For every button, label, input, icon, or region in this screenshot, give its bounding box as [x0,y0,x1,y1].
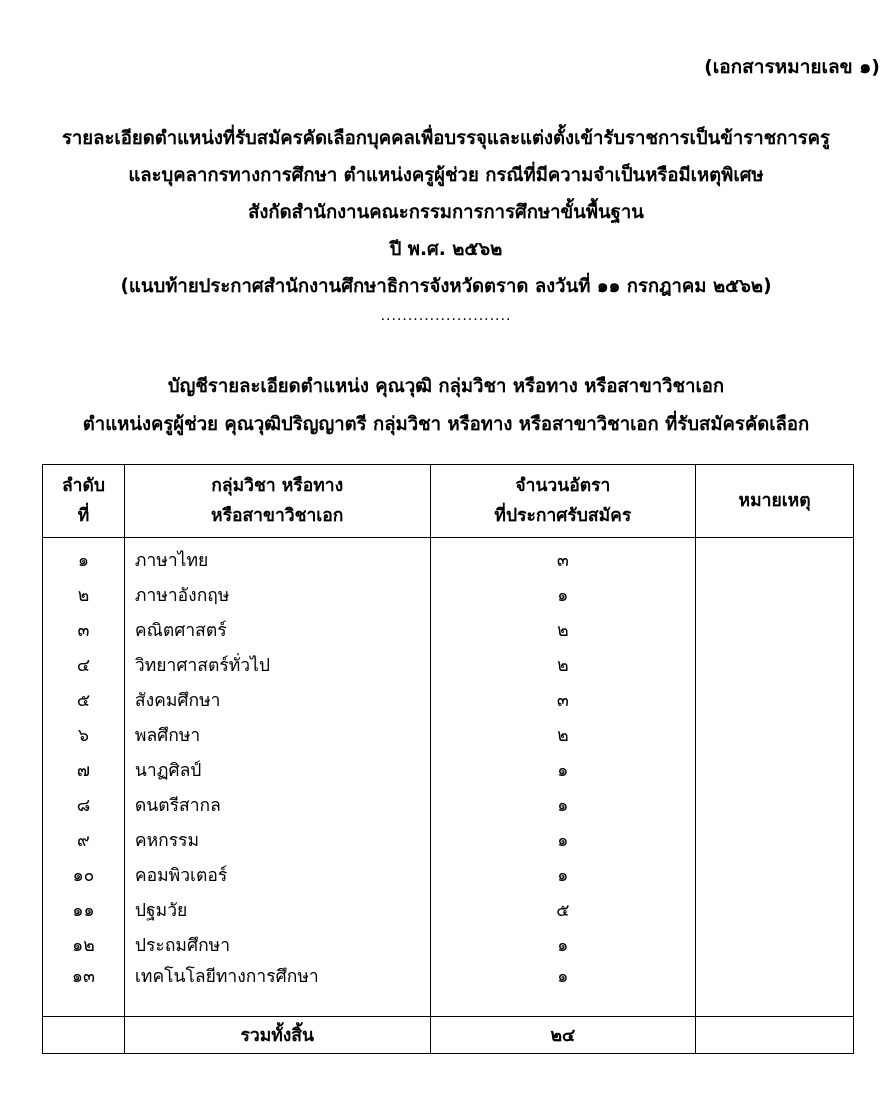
row-number: ๙ [43,822,125,857]
row-number: ๑๑ [43,892,125,927]
header-order-line-2: ที่ [77,506,90,526]
heading-line-5: (แนบท้ายประกาศสำนักงานศึกษาธิการจังหวัดตราด ลงวันที่ ๑๑ กรกฎาคม ๒๕๖๒) [120,276,772,297]
table-row [43,822,854,857]
total-remarks [696,1017,854,1054]
row-remarks [696,717,854,752]
header-order [43,465,125,538]
row-quota: ๒ [430,612,696,647]
row-subject: คอมพิวเตอร์ [124,857,430,892]
row-number: ๑ [43,538,125,578]
row-subject: คหกรรม [124,822,430,857]
row-remarks [696,962,854,1017]
table-header-row [43,465,854,538]
table-row [43,538,854,578]
row-number: ๑๓ [43,962,125,1017]
table-row [43,647,854,682]
row-quota: ๒ [430,647,696,682]
row-remarks [696,538,854,578]
row-quota: ๑ [430,962,696,1017]
header-quota-line-2: ที่ประกาศรับสมัคร [494,506,632,526]
row-remarks [696,892,854,927]
table-total-row [43,1017,854,1054]
table-caption-line-1: บัญชีรายละเอียดตำแหน่ง คุณวุฒิ กลุ่มวิชา หรือทาง หรือสาขาวิชาเอก [167,376,725,397]
row-remarks [696,787,854,822]
total-empty-cell [43,1017,125,1054]
table-row [43,612,854,647]
table-caption-line-2: ตำแหน่งครูผู้ช่วย คุณวุฒิปริญญาตรี กลุ่มวิชา หรือทาง หรือสาขาวิชาเอก ที่รับสมัครคัดเลือก [82,414,810,435]
row-quota: ๑ [430,577,696,612]
header-quota-line-1: จำนวนอัตรา [515,476,611,496]
row-number: ๖ [43,717,125,752]
row-remarks [696,682,854,717]
row-subject: ปฐมวัย [124,892,430,927]
row-remarks [696,927,854,962]
row-remarks [696,857,854,892]
header-subject-line-2: หรือสาขาวิชาเอก [211,506,344,526]
heading-line-3: สังกัดสำนักงานคณะกรรมการการศึกษาขั้นพื้นฐาน [248,202,644,223]
heading-line-4: ปี พ.ศ. ๒๕๖๒ [389,239,503,260]
row-remarks [696,822,854,857]
row-subject: คณิตศาสตร์ [124,612,430,647]
total-label: รวมทั้งสิ้น [124,1017,430,1054]
row-quota: ๑ [430,857,696,892]
header-subject-line-1: กลุ่มวิชา หรือทาง [211,476,344,496]
table-row [43,717,854,752]
table-row [43,787,854,822]
document-reference: (เอกสารหมายเลข ๑) [704,56,880,78]
row-subject: ภาษาอังกฤษ [124,577,430,612]
header-subject [124,465,430,538]
row-quota: ๑ [430,822,696,857]
row-remarks [696,612,854,647]
row-subject: นาฏศิลป์ [124,752,430,787]
row-number: ๔ [43,647,125,682]
row-number: ๑๒ [43,927,125,962]
header-remarks: หมายเหตุ [696,465,854,538]
heading-line-1: รายละเอียดตำแหน่งที่รับสมัครคัดเลือกบุคคลเพื่อบรรจุและแต่งตั้งเข้ารับราชการเป็นข้าราชการครู [61,128,830,149]
row-subject: เทคโนโลยีทางการศึกษา [124,962,430,1017]
total-value: ๒๔ [430,1017,696,1054]
row-remarks [696,752,854,787]
row-quota: ๓ [430,682,696,717]
table-row [43,682,854,717]
row-remarks [696,647,854,682]
header-quota [430,465,696,538]
table-row [43,752,854,787]
heading-line-2: และบุคลากรทางการศึกษา ตำแหน่งครูผู้ช่วย กรณีที่มีความจำเป็นหรือมีเหตุพิเศษ [128,165,764,186]
row-number: ๓ [43,612,125,647]
row-subject: พลศึกษา [124,717,430,752]
header-order-line-1: ลำดับ [61,476,105,496]
row-quota: ๑ [430,752,696,787]
separator-dots: ........................ [380,308,512,324]
table-row [43,927,854,962]
document-heading [0,120,892,305]
table-caption [0,368,892,444]
row-subject: ประถมศึกษา [124,927,430,962]
row-subject: สังคมศึกษา [124,682,430,717]
positions-table [42,464,854,1054]
row-quota: ๑ [430,927,696,962]
table-row [43,962,854,1017]
row-quota: ๕ [430,892,696,927]
row-quota: ๓ [430,538,696,578]
row-number: ๕ [43,682,125,717]
row-number: ๘ [43,787,125,822]
table-row [43,857,854,892]
row-quota: ๑ [430,787,696,822]
table-row [43,577,854,612]
row-subject: ดนตรีสากล [124,787,430,822]
row-remarks [696,577,854,612]
row-quota: ๒ [430,717,696,752]
table-row [43,892,854,927]
row-number: ๑๐ [43,857,125,892]
row-subject: วิทยาศาสตร์ทั่วไป [124,647,430,682]
row-subject: ภาษาไทย [124,538,430,578]
row-number: ๒ [43,577,125,612]
row-number: ๗ [43,752,125,787]
